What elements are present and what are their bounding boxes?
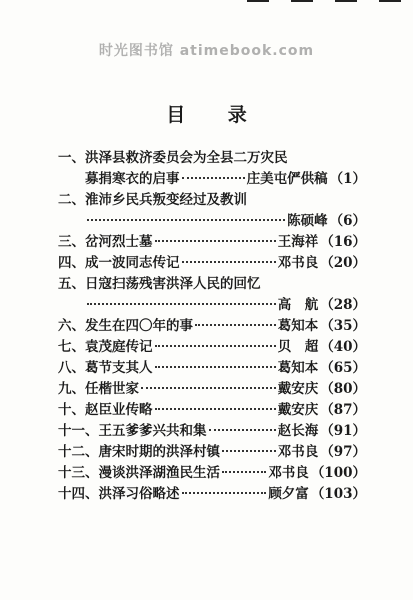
- entry-author: 戴安庆: [277, 402, 319, 418]
- entry-title: 发生在四〇年的事: [85, 318, 193, 334]
- toc-entry[interactable]: [58, 335, 366, 356]
- entry-author: 贝 超: [277, 339, 319, 355]
- toc-line: [58, 398, 366, 419]
- toc-entry[interactable]: [58, 398, 366, 419]
- toc-line: [58, 251, 366, 272]
- entry-author: 邓书良: [277, 444, 319, 460]
- entry-number: 五、: [58, 276, 85, 292]
- page-title: 目 录: [166, 104, 265, 126]
- toc-entry[interactable]: [58, 440, 366, 461]
- entry-page: （97）: [320, 444, 366, 460]
- dot-leader: [155, 345, 276, 347]
- toc-line-continuation: [58, 209, 366, 230]
- toc-line: [58, 482, 366, 503]
- entry-title: 漫谈洪泽湖渔民生活: [98, 465, 220, 481]
- entry-number: 十二、: [58, 444, 99, 460]
- entry-title: 淮沛乡民兵叛变经过及教训: [85, 192, 247, 208]
- toc-line: [58, 146, 366, 167]
- edge-mark: [335, 0, 357, 2]
- entry-title: 唐宋时期的洪泽村镇: [98, 444, 220, 460]
- toc-line: [58, 440, 366, 461]
- toc-entry[interactable]: [58, 461, 366, 482]
- entry-number: 十三、: [58, 465, 99, 481]
- entry-page: （35）: [320, 318, 366, 334]
- entry-number: 十一、: [58, 423, 99, 439]
- toc-line-continuation: [58, 167, 366, 188]
- dot-leader: [87, 303, 276, 305]
- toc-line: [58, 188, 366, 209]
- entry-number: 七、: [58, 339, 85, 355]
- entry-title: 葛节支其人: [85, 360, 153, 376]
- entry-number: 四、: [58, 255, 85, 271]
- entry-number: 十、: [58, 402, 85, 418]
- entry-title: 赵臣业传略: [85, 402, 153, 418]
- entry-page: （100）: [310, 465, 366, 481]
- entry-number: 一、: [58, 150, 85, 166]
- toc-line-continuation: [58, 293, 366, 314]
- edge-mark: [291, 0, 313, 2]
- entry-title: 日寇扫荡残害洪泽人民的回忆: [85, 276, 261, 292]
- entry-page: （20）: [320, 255, 366, 271]
- toc-line: [58, 335, 366, 356]
- entry-author: 高 航: [277, 297, 319, 313]
- entry-author: 邓书良: [268, 465, 309, 481]
- toc-entry[interactable]: [58, 314, 366, 335]
- entry-number: 十四、: [58, 486, 99, 502]
- entry-author: 陈硕峰: [287, 213, 328, 229]
- entry-author: 邓书良: [277, 255, 319, 271]
- entry-author: 赵长海: [277, 423, 319, 439]
- toc-line: [58, 272, 366, 293]
- toc-line: [58, 230, 366, 251]
- toc-entry[interactable]: [58, 188, 366, 230]
- dot-leader: [155, 408, 276, 410]
- dot-leader: [182, 492, 267, 494]
- dot-leader: [222, 471, 266, 473]
- entry-page: （87）: [320, 402, 366, 418]
- edge-mark: [379, 0, 401, 2]
- entry-page: （103）: [310, 486, 366, 502]
- entry-author: 王海祥: [277, 234, 319, 250]
- entry-page: （28）: [320, 297, 366, 313]
- entry-title: 洪泽习俗略述: [98, 486, 180, 502]
- table-of-contents: [58, 146, 366, 503]
- toc-entry[interactable]: [58, 272, 366, 314]
- dot-leader: [182, 261, 276, 263]
- toc-line: [58, 461, 366, 482]
- toc-line: [58, 419, 366, 440]
- dot-leader: [155, 240, 276, 242]
- watermark: 时光图书馆 atimebook.com: [98, 43, 315, 59]
- entry-title: 洪泽县救济委员会为全县二万灾民: [85, 150, 288, 166]
- entry-number: 八、: [58, 360, 85, 376]
- dot-leader: [209, 429, 276, 431]
- entry-title: 岔河烈士墓: [85, 234, 153, 250]
- dot-leader: [141, 387, 276, 389]
- toc-line: [58, 356, 366, 377]
- toc-entry[interactable]: [58, 419, 366, 440]
- entry-page: （16）: [320, 234, 366, 250]
- toc-entry[interactable]: [58, 251, 366, 272]
- entry-number: 六、: [58, 318, 85, 334]
- dot-leader: [222, 450, 276, 452]
- entry-page: （1）: [329, 171, 366, 187]
- entry-author: 葛知本: [277, 318, 319, 334]
- dot-leader: [182, 177, 245, 179]
- entry-page: （91）: [320, 423, 366, 439]
- entry-author: 葛知本: [277, 360, 319, 376]
- toc-entry[interactable]: [58, 230, 366, 251]
- entry-page: （65）: [320, 360, 366, 376]
- dot-leader: [155, 366, 276, 368]
- edge-mark: [247, 0, 269, 2]
- entry-page: （80）: [320, 381, 366, 397]
- entry-title: 成一波同志传记: [85, 255, 180, 271]
- dot-leader: [195, 324, 276, 326]
- entry-author: 庄美屯俨供稿: [246, 171, 328, 187]
- toc-line: [58, 314, 366, 335]
- toc-entry[interactable]: [58, 146, 366, 188]
- toc-entry[interactable]: [58, 356, 366, 377]
- top-edge-marks: [247, 0, 401, 4]
- entry-title: 袁茂庭传记: [85, 339, 153, 355]
- toc-line: [58, 377, 366, 398]
- entry-author: 戴安庆: [277, 381, 319, 397]
- entry-title-continued: 募捐寒衣的启事: [85, 171, 180, 187]
- entry-number: 二、: [58, 192, 85, 208]
- entry-title: 王五爹爹兴共和集: [98, 423, 207, 439]
- entry-number: 三、: [58, 234, 85, 250]
- entry-number: 九、: [58, 381, 85, 397]
- dot-leader: [87, 219, 285, 221]
- entry-author: 顾夕富: [268, 486, 309, 502]
- entry-page: （6）: [329, 213, 366, 229]
- toc-entry[interactable]: [58, 482, 366, 503]
- entry-page: （40）: [320, 339, 366, 355]
- toc-entry[interactable]: [58, 377, 366, 398]
- entry-title: 任楷世家: [85, 381, 139, 397]
